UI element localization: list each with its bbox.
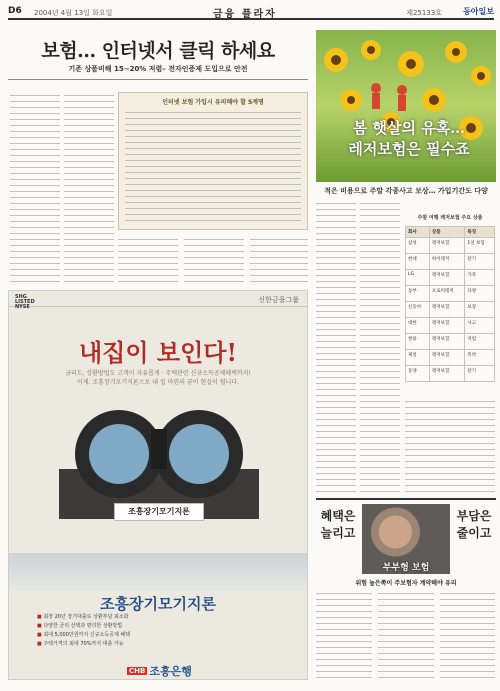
page-number: D6 xyxy=(8,6,22,16)
table-header-row: 회사 상품 특징 xyxy=(406,227,495,238)
ad-headline: 내집이 보인다! xyxy=(79,338,237,367)
table-row: 현대 하이레저 단기 xyxy=(406,254,495,270)
ad-top-strip xyxy=(9,291,307,310)
article-column xyxy=(118,236,178,282)
bank-mark: CHB xyxy=(129,667,146,675)
table-row: 삼성 레저보험 1일 보험 xyxy=(406,238,495,254)
main-headline: 보험… 인터넷서 클릭 하세요 xyxy=(41,40,275,62)
tips-box-title: 인터넷 보험 가입시 유의해야 할 5계명 xyxy=(162,99,264,106)
table-row: 대한 레저보험 사고 xyxy=(406,318,495,334)
ad-feature: ■ 최대 5,000만원까지 신규소득공제 혜택 xyxy=(37,631,281,640)
issue-date: 2004년 4월 13일 화요일 xyxy=(34,9,113,17)
binoculars-illustration xyxy=(59,399,259,519)
article-column xyxy=(378,590,434,682)
tips-box xyxy=(118,92,308,230)
table-row: 제일 레저보험 특약 xyxy=(406,350,495,366)
section-title: 금융 플라자 xyxy=(213,9,277,20)
couple-photo-text: 부부형 보험 xyxy=(382,563,430,573)
bank-logo: CHB 조흥은행 xyxy=(129,665,192,678)
leisure-insurance-table xyxy=(405,226,495,382)
article-column xyxy=(440,590,495,682)
ad-band xyxy=(9,553,307,591)
ad-feature-list xyxy=(37,613,281,649)
article-column xyxy=(316,590,372,682)
couple-article-caption: 위험 높은쪽이 주보험자 계약해야 유리 xyxy=(355,580,457,587)
tips-box-text xyxy=(125,109,301,225)
article-column xyxy=(64,92,114,282)
right-side-headline: 부담은 줄이고 xyxy=(456,509,492,540)
article-column xyxy=(405,398,495,496)
page-header xyxy=(8,6,494,20)
bank-advertisement xyxy=(8,290,308,680)
ad-product-name: 조흥장기모기지론 xyxy=(100,595,216,613)
main-subhead: 기존 상품비해 15~20% 저렴– 전자인증제 도입으로 안전 xyxy=(8,64,308,80)
photo-caption: 적은 비용으로 주말 각종사고 보상… 가입기간도 다양 xyxy=(324,187,488,195)
ad-feature: ■ 최장 20년 장기대출로 상환부담 최소화 xyxy=(37,613,281,622)
ad-feature: ■ 주택가격의 최대 70%까지 대출 가능 xyxy=(37,640,281,649)
ad-group-name: 신한금융그룹 xyxy=(258,296,299,304)
article-column xyxy=(250,236,308,282)
table-row: 신동아 레저보험 보장 xyxy=(406,302,495,318)
table-row: LG 레저보험 가족 xyxy=(406,270,495,286)
table-row: 동부 프로미레저 다양 xyxy=(406,286,495,302)
article-column xyxy=(10,92,60,282)
paper-logo: 동아일보 xyxy=(463,7,494,16)
ad-subtext: 금리도, 상환방법도 고객이 자유롭게 · 주택관련 신규소득공제혜택까지! 이제, 조흥장기모기지론으로 내 집 마련의 꿈이 현실이 됩니다. xyxy=(65,370,251,386)
ad-product-label: 조흥장기모기지론 xyxy=(114,503,204,521)
leisure-insurance-table-title: 주말 여행 레저보험 주요 상품 xyxy=(417,215,483,221)
edition-number: 제25133호 xyxy=(406,9,442,17)
article-column xyxy=(316,200,356,496)
left-side-headline: 혜택은 늘리고 xyxy=(320,509,356,540)
section-divider xyxy=(316,498,496,500)
shg-listed-mark: SHG LISTED NYSE xyxy=(15,294,35,310)
table-row: 동양 레저보험 단기 xyxy=(406,366,495,382)
article-column xyxy=(184,236,244,282)
photo-overlay-headline: 봄 햇살의 유혹… 레저보험은 필수죠 xyxy=(348,119,470,158)
table-row: 쌍용 레저보험 저렴 xyxy=(406,334,495,350)
article-column xyxy=(360,200,400,496)
ad-feature: ■ 다양한 금리 선택과 편리한 상환방법 xyxy=(37,622,281,631)
